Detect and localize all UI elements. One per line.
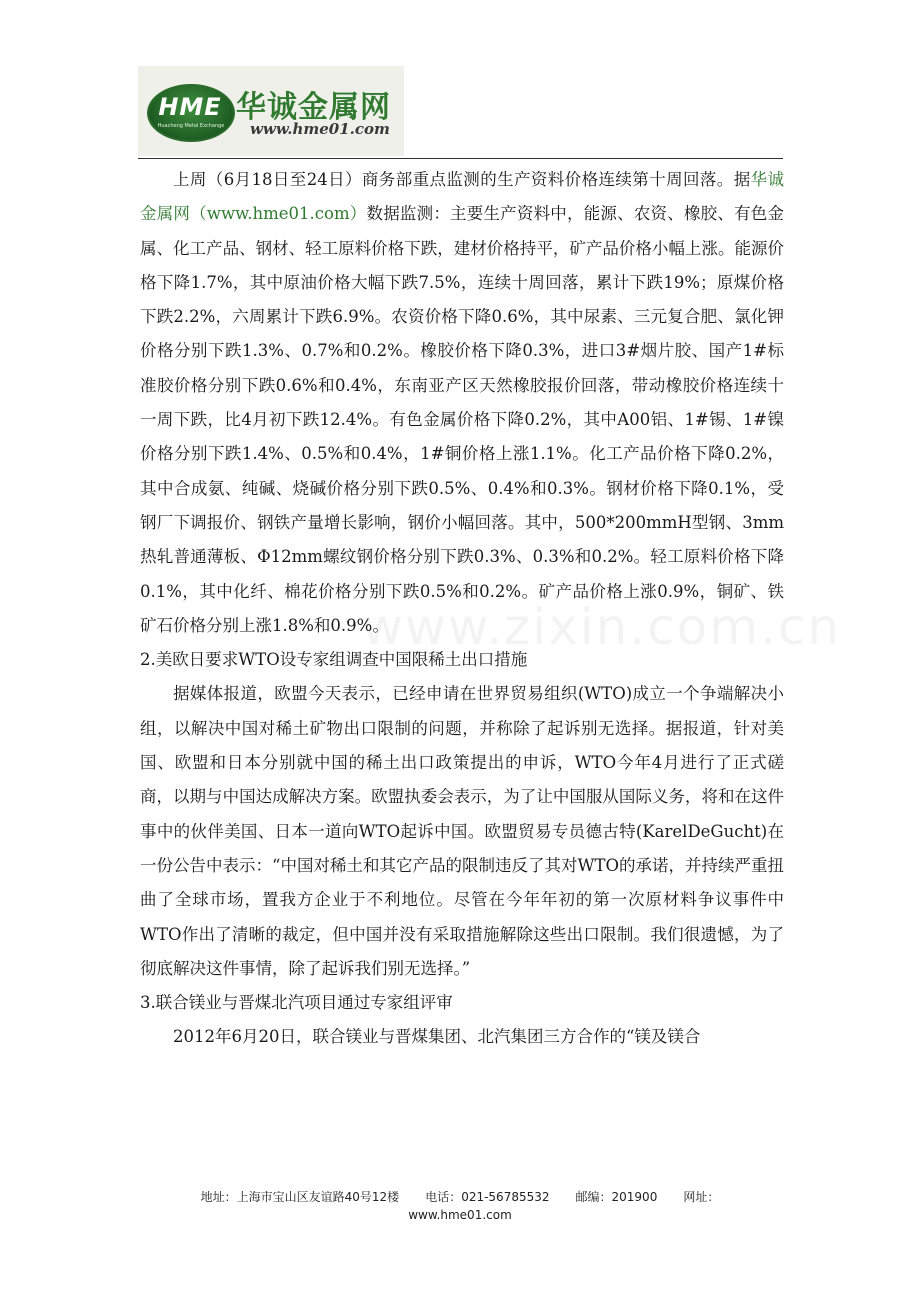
footer-postcode: 邮编：201900	[575, 1190, 658, 1204]
article-body	[140, 163, 784, 1055]
source-link[interactable]: 华诚金属网（www.hme01.com）	[140, 170, 784, 224]
paragraph-magnesium: 2012年6月20日，联合镁业与晋煤集团、北汽集团三方合作的“镁及镁合	[173, 1027, 701, 1047]
paragraph-price-report	[140, 163, 784, 643]
paragraph-text: 上周（6月18日至24日）商务部重点监测的生产资料价格连续第十周回落。据	[173, 170, 751, 189]
footer-address: 地址：上海市宝山区友谊路40号12楼	[200, 1190, 400, 1204]
site-logo	[138, 66, 404, 156]
section-heading-rare-earth: 2.美欧日要求WTO设专家组调查中国限稀土出口措施	[140, 650, 528, 670]
section-heading-magnesium: 3.联合镁业与晋煤北汽项目通过专家组评审	[140, 993, 453, 1013]
footer-website-label: 网址：	[683, 1190, 720, 1204]
paragraph-text: 数据监测：主要生产资料中，能源、农资、橡胶、有色金属、化工产品、钢材、轻工原料价格下跌，建材价格持平，矿产品价格小幅上涨。能源价格下降1.7%，其中原油价格大幅下跌7.5%，连续十周回落，累计下跌19%；原煤价格下跌2.2%，六周累计下跌6.9%。农资价格下降0.6%，其中尿素、三元复合肥、氯化钾价格分别下跌1.3%、0.7%和0.2%。橡胶价格下降0.3%，进口3#烟片胶、国产1#标准胶价格分别下跌0.6%和0.4%，东南亚产区天然橡胶报价回落，带动橡胶价格连续十一周下跌，比4月初下跌12.4%。有色金属价格下降0.2%，其中A00铝、1#锡、1#镍价格分别下跌1.4%、0.5%和0.4%，1#铜价格上涨1.1%。化工产品价格下降0.2%，其中合成氨、纯碱、烧碱价格分别下跌0.5%、0.4%和0.3%。钢材价格下降0.1%，受钢厂下调报价、钢铁产量增长影响，钢价小幅回落。其中，500*200mmH型钢、3mm热轧普通薄板、Φ12mm螺纹钢价格分别下跌0.3%、0.3%和0.2%。轻工原料价格下降0.1%，其中化纤、棉花价格分别下跌0.5%和0.2%。矿产品价格上涨0.9%，铜矿、铁矿石价格分别上涨1.8%和0.9%。	[140, 204, 785, 635]
footer-website[interactable]: www.hme01.com	[408, 1208, 512, 1222]
logo-subtitle: Huacheng Metal Exchange	[157, 123, 225, 129]
logo-url: www.hme01.com	[250, 120, 390, 138]
logo-name: 华诚金属网	[236, 90, 391, 125]
header-divider	[138, 158, 783, 159]
page-footer	[150, 1188, 770, 1224]
footer-contact-line	[150, 1188, 770, 1206]
logo-letters: HME	[158, 93, 222, 121]
footer-phone: 电话：021-56785532	[425, 1190, 550, 1204]
paragraph-rare-earth: 据媒体报道，欧盟今天表示，已经申请在世界贸易组织(WTO)成立一个争端解决小组，以解决中国对稀土矿物出口限制的问题，并称除了起诉别无选择。据报道，针对美国、欧盟和日本分别就中国的稀土出口政策提出的申诉，WTO今年4月进行了正式磋商，以期与中国达成解决方案。欧盟执委会表示，为了让中国服从国际义务，将和在这件事中的伙伴美国、日本一道向WTO起诉中国。欧盟贸易专员德古特(KarelDeGucht)在一份公告中表示：“中国对稀土和其它产品的限制违反了其对WTO的承诺，并持续严重扭曲了全球市场，置我方企业于不利地位。尽管在今年年初的第一次原材料争议事件中WTO作出了清晰的裁定，但中国并没有采取措施解除这些出口限制。我们很遗憾，为了彻底解决这件事情，除了起诉我们别无选择。”	[140, 684, 784, 978]
